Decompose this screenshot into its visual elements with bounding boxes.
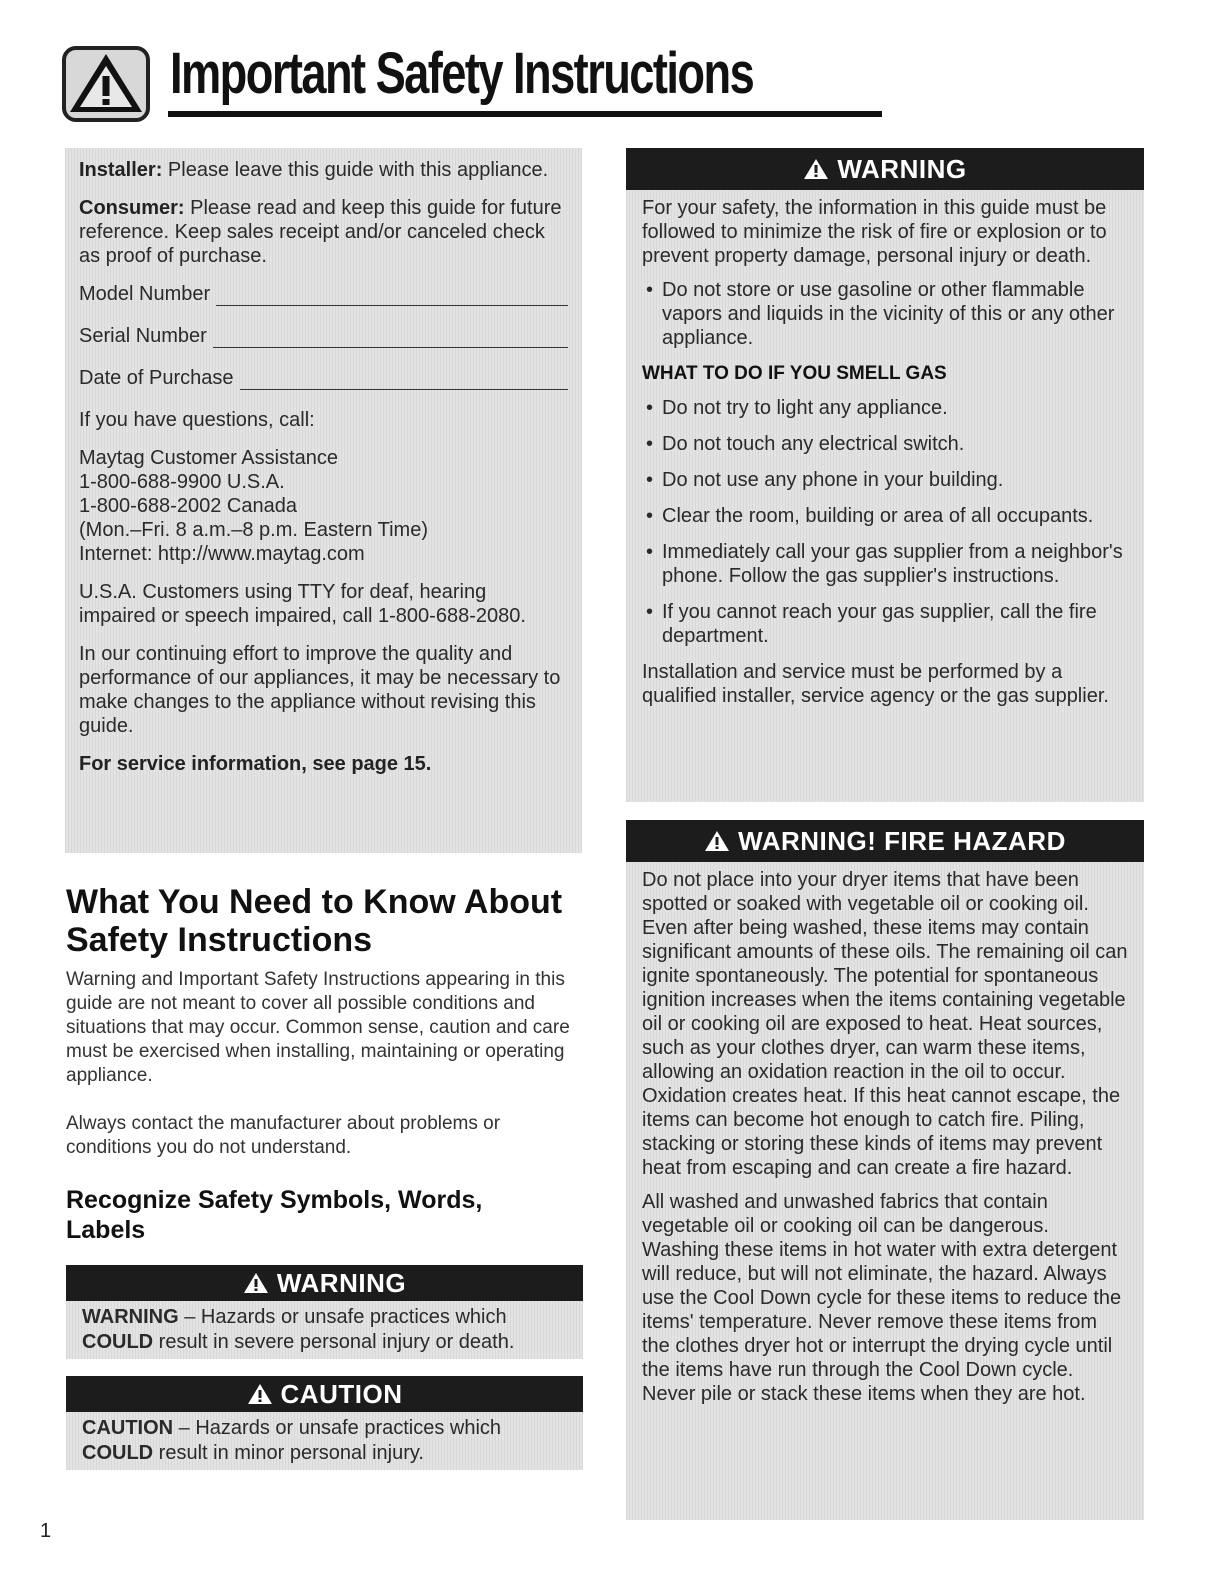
serial-number-field[interactable]: Serial Number (79, 324, 568, 348)
consumer-note: Consumer: Please read and keep this guide for future reference. Keep sales receipt and/or canceled check as proof of purchase. (79, 197, 562, 267)
warning-definition-box (66, 1265, 583, 1359)
questions-text: If you have questions, call: (79, 409, 315, 431)
service-note: For service information, see page 15. (79, 753, 432, 775)
section-title: What You Need to Know About Safety Instructions (66, 883, 563, 959)
contact-line: 1-800-688-9900 U.S.A. (79, 471, 285, 493)
installation-note: Installation and service must be performed by a qualified installer, service agency or the gas supplier. (642, 661, 1109, 707)
know-paragraph-1: Warning and Important Safety Instructions appearing in this guide are not meant to cover all possible conditions and situations that may occur. Common sense, caution and care must be exercised when installing, maintaining or operating appliance. (66, 969, 570, 1086)
fire-hazard-box (626, 820, 1144, 1520)
gas-warning-banner: WARNING (626, 148, 1144, 190)
date-of-purchase-field[interactable]: Date of Purchase (79, 366, 568, 390)
fire-hazard-paragraph-2: All washed and unwashed fabrics that contain vegetable oil or cooking oil can be dangerous. Washing these items in hot water with extra detergent will reduce, but will not eliminate, the hazard. Always use the Cool Down cycle for these items to reduce the items' temperature. Never remove these items from the clothes dryer hot or interrupt the drying cycle until the items have run through the Cool Down cycle. Never pile or stack these items when they are hot. (642, 1191, 1122, 1405)
fire-hazard-banner: WARNING! FIRE HAZARD (626, 820, 1144, 862)
fire-hazard-body (626, 862, 1144, 1520)
warning-triangle-icon (247, 1383, 273, 1405)
contact-line: Maytag Customer Assistance (79, 447, 338, 469)
list-item: • Clear the room, building or area of all occupants. (642, 504, 1128, 528)
page-title: Important Safety Instructions (170, 41, 754, 106)
title-divider (168, 111, 882, 117)
list-item: • Do not store or use gasoline or other flammable vapors and liquids in the vicinity of this or any other appliance. (642, 278, 1128, 350)
installer-note: Installer: Please leave this guide with this appliance. (79, 159, 549, 181)
warning-triangle-icon (243, 1272, 269, 1294)
smell-gas-heading: WHAT TO DO IF YOU SMELL GAS (642, 363, 947, 384)
know-paragraph-2: Always contact the manufacturer about problems or conditions you do not understand. (66, 1113, 501, 1158)
page-header (62, 38, 822, 123)
caution-banner: CAUTION (66, 1376, 583, 1412)
contact-block (79, 446, 568, 566)
caution-definition-text: CAUTION – Hazards or unsafe practices which COULD result in minor personal injury. (66, 1412, 583, 1470)
list-item: • Do not use any phone in your building. (642, 468, 1128, 492)
warning-banner: WARNING (66, 1265, 583, 1301)
warning-triangle-icon (704, 830, 730, 852)
improve-text: In our continuing effort to improve the quality and performance of our appliances, it may be necessary to make changes to the appliance without revising this guide. (79, 643, 561, 737)
tty-text: U.S.A. Customers using TTY for deaf, hearing impaired or speech impaired, call 1-800-688-2080. (79, 581, 526, 627)
warning-triangle-icon (62, 46, 150, 122)
gas-warning-body (626, 190, 1144, 802)
caution-definition-box (66, 1376, 583, 1470)
gas-warning-box (626, 148, 1144, 802)
page-number: 1 (40, 1520, 52, 1542)
model-number-field[interactable]: Model Number (79, 282, 568, 306)
contact-line[interactable]: Internet: http://www.maytag.com (79, 543, 365, 565)
gas-warning-intro: For your safety, the information in this guide must be followed to minimize the risk of fire or explosion or to prevent property damage, personal injury or death. (642, 197, 1107, 267)
smell-gas-list (642, 396, 1128, 648)
fire-hazard-paragraph-1: Do not place into your dryer items that have been spotted or soaked with vegetable oil or cooking oil. Even after being washed, these items may contain significant amounts of these oils. The remaining oil can ignite spontaneously. The potential for spontaneous ignition increases when the items containing vegetable oil or cooking oil are exposed to heat. Heat sources, such as your clothes dryer, can warm these items, allowing an oxidation reaction in the oil to occur. Oxidation creates heat. If this heat cannot escape, the items can become hot enough to catch fire. Piling, stacking or storing these kinds of items may prevent heat from escaping and can create a fire hazard. (642, 869, 1128, 1179)
contact-line: (Mon.–Fri. 8 a.m.–8 p.m. Eastern Time) (79, 519, 428, 541)
warning-definition-text: WARNING – Hazards or unsafe practices which COULD result in severe personal injury or death. (66, 1301, 583, 1359)
contact-line: 1-800-688-2002 Canada (79, 495, 297, 517)
list-item: • Immediately call your gas supplier from a neighbor's phone. Follow the gas supplier's instructions. (642, 540, 1128, 588)
owner-info-box (65, 148, 582, 853)
list-item: • If you cannot reach your gas supplier, call the fire department. (642, 600, 1128, 648)
list-item: • Do not try to light any appliance. (642, 396, 1128, 420)
subsection-title: Recognize Safety Symbols, Words, Labels (66, 1186, 483, 1244)
warning-triangle-icon (803, 158, 829, 180)
list-item: • Do not touch any electrical switch. (642, 432, 1128, 456)
